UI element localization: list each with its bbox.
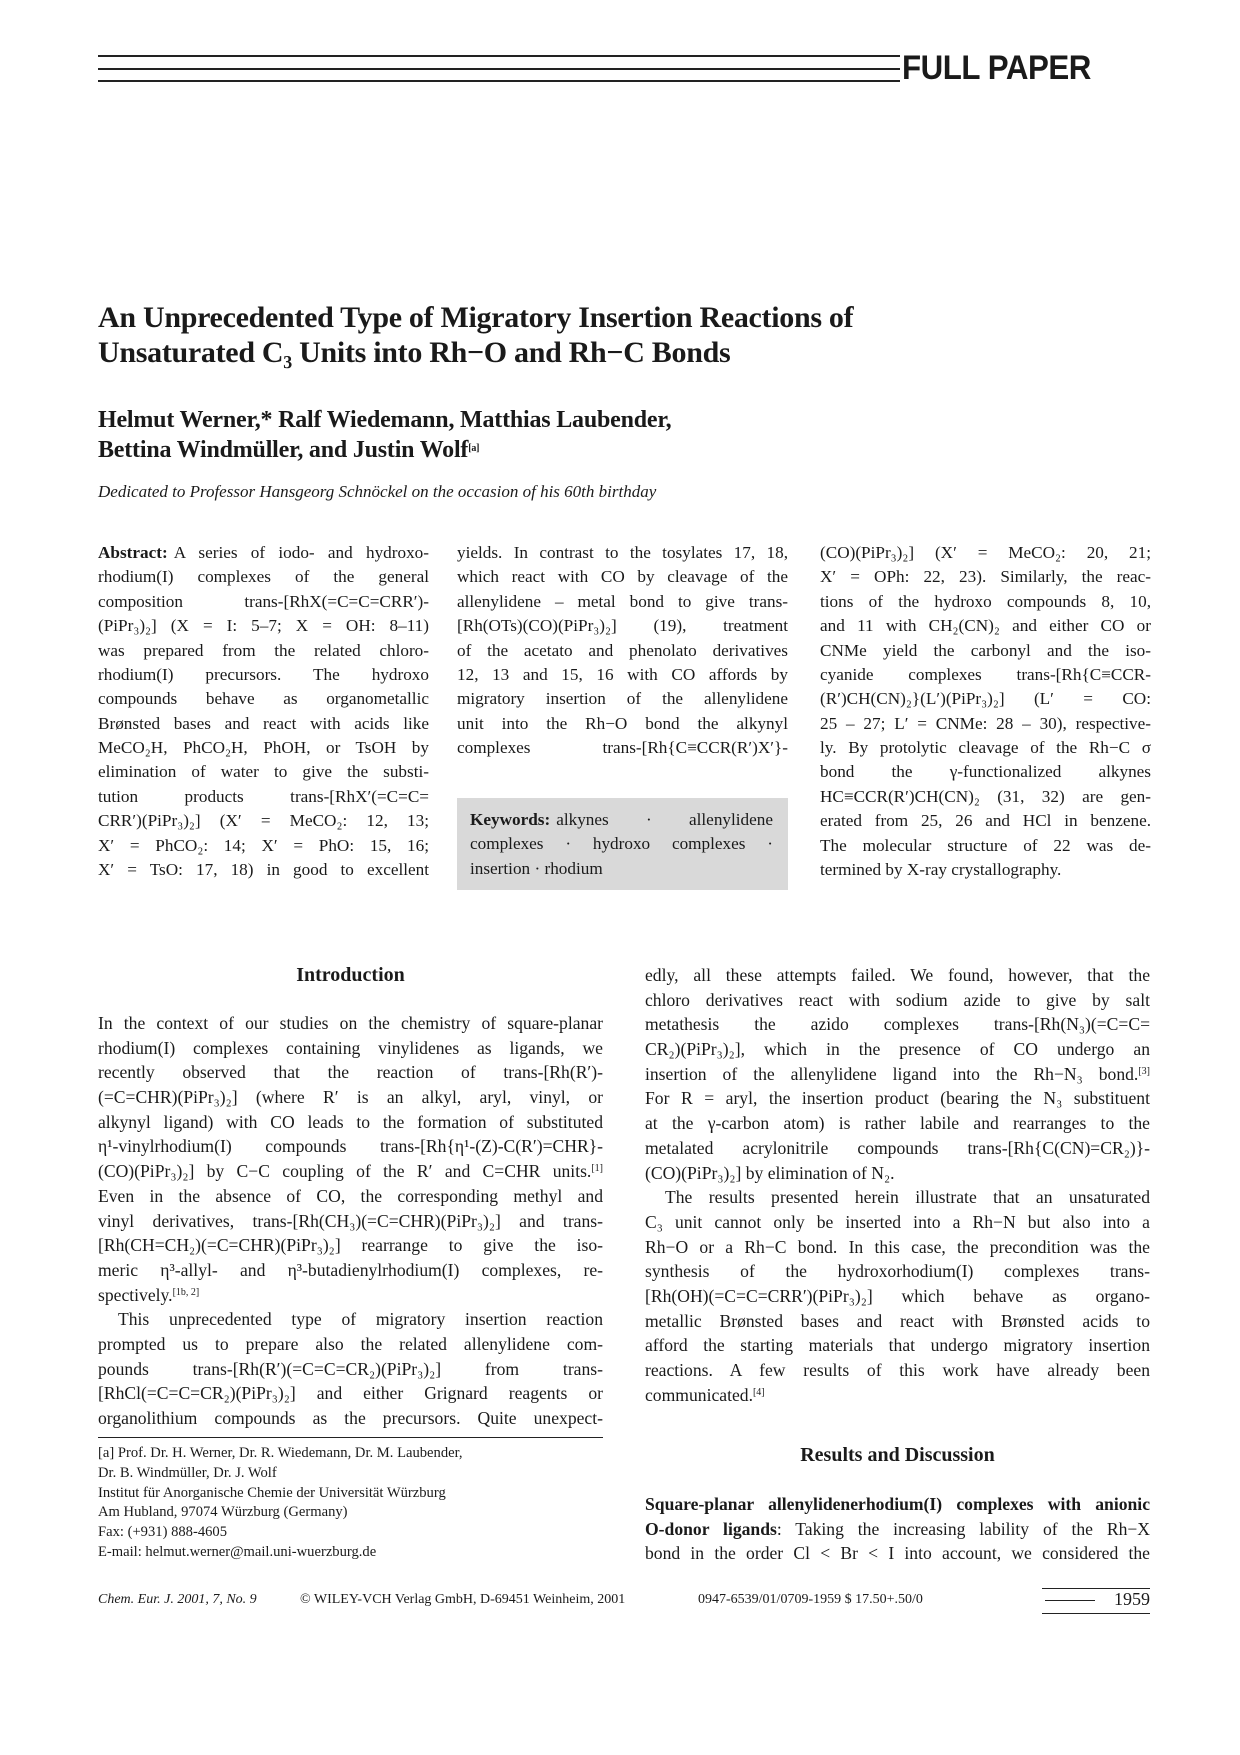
text-line: compounds behave as organometallic	[98, 689, 429, 709]
text-line: (=C=CHR)(PiPr₃)₂] (where R′ is an alkyl, aryl, vinyl, or	[98, 1087, 603, 1108]
text-line: yields. In contrast to the tosylates 17, 18,	[457, 543, 788, 562]
abstract-column-1	[98, 541, 429, 882]
article-title	[98, 300, 998, 370]
run-in-subheading: Square-planar allenylidenerhodium(I) complexes with anionic	[645, 1494, 1150, 1514]
text-line: CRR′)(PiPr₃)₂] (X′ = MeCO₂: 12, 13;	[98, 811, 429, 831]
header-rule	[98, 55, 900, 57]
text-line: Rh−O or a Rh−C bond. In this case, the precondition was the	[645, 1236, 1150, 1257]
text-line: allenylidene – metal bond to give trans-	[457, 591, 788, 611]
keywords-list	[470, 808, 773, 881]
text-line: was prepared from the related chloro-	[98, 640, 429, 660]
text-line: afford the starting materials that undergo migratory insertion	[645, 1335, 1150, 1356]
journal-citation: Chem. Eur. J. 2001, 7, No. 9	[98, 1592, 257, 1607]
author-list	[98, 405, 998, 465]
text-line: (R′)CH(CN)₂}(L′)(PiPr₃)₂] (L′ = CO:	[820, 689, 1151, 709]
text-line: For R = aryl, the insertion product (bearing the N₃ substituent	[645, 1088, 1150, 1109]
lead-label: Keywords:	[470, 810, 551, 829]
text-line: tution products trans-[RhX′(=C=C=	[98, 786, 429, 806]
citation-superscript: [a]	[468, 443, 480, 454]
text-line: insertion · rhodium	[470, 858, 603, 878]
text-line: metathesis the azido complexes trans-[Rh(N₃)(=C=C=	[645, 1014, 1150, 1035]
dedication: Dedicated to Professor Hansgeorg Schnöckel on the occasion of his 60th birthday	[98, 482, 657, 501]
text-line: Am Hubland, 97074 Würzburg (Germany)	[98, 1504, 348, 1521]
text-line: rhodium(I) complexes containing vinylidenes as ligands, we	[98, 1037, 603, 1058]
text-line: HC≡CCR(R′)CH(CN)₂ (31, 32) are gen-	[820, 786, 1151, 806]
keywords-box	[457, 798, 788, 890]
text-line: migratory insertion of the allenylidene	[457, 689, 788, 709]
text-line: erated from 25, 26 and HCl in benzene.	[820, 811, 1151, 831]
text-line: O-donor ligands: Taking the increasing lability of the Rh−X	[645, 1518, 1150, 1539]
text-line: [Rh(OH)(=C=C=CRR′)(PiPr₃)₂] which behave as organo-	[645, 1285, 1150, 1306]
text-line: C₃ unit cannot only be inserted into a Rh−N but also into a	[645, 1211, 1150, 1232]
text-line: 12, 13 and 15, 16 with CO affords by	[457, 664, 788, 684]
text-line: E-mail: helmut.werner@mail.uni-wuerzburg.de	[98, 1543, 377, 1560]
text-line: (CO)(PiPr₃)₂] (X′ = MeCO₂: 20, 21;	[820, 543, 1151, 562]
citation-superscript: [1b, 2]	[172, 1286, 200, 1298]
text-line: [RhCl(=C=C=CR₂)(PiPr₃)₂] and either Grignard reagents or	[98, 1383, 603, 1404]
header-rule	[98, 68, 900, 70]
text-line: (CO)(PiPr₃)₂] by elimination of N₂.	[645, 1162, 895, 1183]
text-line: alkynyl ligand) with CO leads to the formation of substituted	[98, 1111, 603, 1132]
text-line: reactions. A few results of this work have already been	[645, 1360, 1150, 1380]
citation-superscript: [3]	[1138, 1065, 1150, 1077]
text-line: spectively.[1b, 2]	[98, 1284, 200, 1305]
introduction-right-column	[645, 963, 1150, 1407]
text-line: organolithium compounds as the precursors. Quite unexpect-	[98, 1408, 603, 1428]
text-line: and 11 with CH₂(CN)₂ and either CO or	[820, 616, 1151, 636]
text-line: edly, all these attempts failed. We found, however, that the	[645, 965, 1150, 985]
text-line: (PiPr₃)₂] (X = I: 5–7; X = OH: 8–11)	[98, 616, 429, 636]
text-line	[645, 1492, 1150, 1517]
text-line	[98, 541, 429, 565]
text-line: bond in the order Cl < Br < I into account, we considered the	[645, 1543, 1150, 1564]
text-line: ly. By protolytic cleavage of the Rh−C σ	[820, 738, 1151, 757]
text-line: (CO)(PiPr₃)₂] by C−C coupling of the R′ and C=CHR units.[1]	[98, 1161, 603, 1182]
section-heading-introduction: Introduction	[296, 964, 405, 986]
text-line: Even in the absence of CO, the corresponding methyl and	[98, 1185, 603, 1206]
text-line: prompted us to prepare also the related allenylidene com-	[98, 1333, 603, 1354]
section-heading-results: Results and Discussion	[800, 1444, 995, 1466]
text-line: X′ = PhCO₂: 14; X′ = PhO: 15, 16;	[98, 835, 429, 855]
page-number-rule	[1045, 1600, 1095, 1601]
introduction-left-column	[98, 1011, 603, 1431]
lead-label: Abstract:	[98, 543, 168, 562]
text-line: recently observed that the reaction of trans-[Rh(R′)-	[98, 1062, 603, 1083]
text-line	[470, 808, 773, 832]
text-line: rhodium(I) complexes of the general	[98, 567, 429, 587]
text-line: tions of the hydroxo compounds 8, 10,	[820, 591, 1151, 611]
run-in-subheading: O-donor ligands	[645, 1518, 777, 1539]
text-line: MeCO₂H, PhCO₂H, PhOH, or TsOH by	[98, 738, 429, 757]
text-line: termined by X-ray crystallography.	[820, 859, 1062, 879]
text-line: rhodium(I) precursors. The hydroxo	[98, 664, 429, 684]
authors-line: Helmut Werner,* Ralf Wiedemann, Matthias Laubender,	[98, 407, 672, 433]
citation-superscript: [4]	[752, 1386, 765, 1398]
lead-text: alkynes · allenylidene	[556, 810, 773, 829]
section-label: FULL PAPER	[902, 49, 1091, 87]
results-text	[645, 1492, 1150, 1566]
text-line: Fax: (+931) 888-4605	[98, 1524, 228, 1541]
abstract-column-3	[820, 541, 1151, 882]
text-line: metalated acrylonitrile compounds trans-[Rh{C(CN)=CR₂)}-	[645, 1137, 1150, 1158]
text-line: The molecular structure of 22 was de-	[820, 835, 1151, 855]
page-number-rule	[1042, 1613, 1150, 1614]
footnote-rule	[98, 1437, 603, 1438]
text-line: pounds trans-[Rh(R′)(=C=C=CR₂)(PiPr₃)₂] from trans-	[98, 1358, 603, 1379]
text-line: complexes trans-[Rh{C≡CCR(R′)X′}-	[457, 738, 788, 757]
text-line: insertion of the allenylidene ligand into the Rh−N₃ bond.[3]	[645, 1063, 1150, 1084]
abstract-column-2	[457, 541, 788, 760]
citation-superscript: [1]	[591, 1163, 603, 1175]
text-line: The results presented herein illustrate that an unsaturated	[665, 1187, 1150, 1208]
text-line: metallic Brønsted bases and react with Brønsted acids to	[645, 1310, 1150, 1331]
text-line: at the γ-carbon atom) is rather labile and rearranges to the	[645, 1113, 1150, 1134]
text-line: chloro derivatives react with sodium azide to give by salt	[645, 989, 1150, 1010]
text-line: X′ = OPh: 22, 23). Similarly, the reac-	[820, 567, 1151, 587]
header-rule	[98, 80, 900, 82]
text-line: CNMe yield the carbonyl and the iso-	[820, 640, 1151, 660]
text-line: communicated.[4]	[645, 1384, 765, 1405]
authors-line: Bettina Windmüller, and Justin Wolf[a]	[98, 437, 480, 463]
text-line: elimination of water to give the substi-	[98, 762, 429, 782]
copyright-notice: © WILEY-VCH Verlag GmbH, D-69451 Weinheim, 2001	[300, 1592, 626, 1607]
text-line: [Rh(CH=CH₂)(=C=CHR)(PiPr₃)₂] rearrange to give the iso-	[98, 1235, 603, 1256]
text-line: 25 – 27; L′ = CNMe: 28 – 30), respective-	[820, 713, 1151, 733]
text-line: which react with CO by cleavage of the	[457, 567, 788, 587]
text-line: vinyl derivatives, trans-[Rh(CH₃)(=C=CHR)(PiPr₃)₂] and trans-	[98, 1210, 603, 1231]
text-line: cyanide complexes trans-[Rh{C≡CCR-	[820, 664, 1151, 684]
text-line: complexes · hydroxo complexes ·	[470, 834, 773, 854]
text-line: This unprecedented type of migratory insertion reaction	[118, 1309, 603, 1330]
text-line: Brønsted bases and react with acids like	[98, 713, 429, 733]
affiliation-footnote	[98, 1444, 603, 1563]
article-code: 0947-6539/01/0709-1959 $ 17.50+.50/0	[698, 1592, 923, 1607]
text-line: η¹-vinylrhodium(I) compounds trans-[Rh{η¹-(Z)-C(R′)=CHR}-	[98, 1136, 603, 1157]
text-line: composition trans-[RhX(=C=C=CRR′)-	[98, 591, 429, 611]
text-line: CR₂)(PiPr₃)₂], which in the presence of CO undergo an	[645, 1039, 1150, 1060]
text-line: Dr. B. Windmüller, Dr. J. Wolf	[98, 1464, 277, 1481]
lead-text: A series of iodo- and hydroxo-	[173, 543, 429, 562]
text-line: unit into the Rh−O bond the alkynyl	[457, 713, 788, 733]
text-line: synthesis of the hydroxorhodium(I) complexes trans-	[645, 1261, 1150, 1282]
text-line: of the acetato and phenolato derivatives	[457, 640, 788, 660]
text-line: bond the γ-functionalized alkynes	[820, 762, 1151, 782]
title-line: Unsaturated C₃ Units into Rh−O and Rh−C Bonds	[98, 336, 731, 369]
text-line: [a] Prof. Dr. H. Werner, Dr. R. Wiedemann, Dr. M. Laubender,	[98, 1445, 463, 1461]
title-line: An Unprecedented Type of Migratory Insertion Reactions of	[98, 301, 854, 334]
text-line: X′ = TsO: 17, 18) in good to excellent	[98, 859, 429, 879]
text-line: [Rh(OTs)(CO)(PiPr₃)₂] (19), treatment	[457, 616, 788, 636]
page-number: 1959	[1114, 1589, 1150, 1609]
text-line: Institut für Anorganische Chemie der Universität Würzburg	[98, 1484, 446, 1501]
text-line: In the context of our studies on the chemistry of square-planar	[98, 1013, 603, 1033]
text-line: meric η³-allyl- and η³-butadienylrhodium(I) complexes, re-	[98, 1259, 603, 1280]
